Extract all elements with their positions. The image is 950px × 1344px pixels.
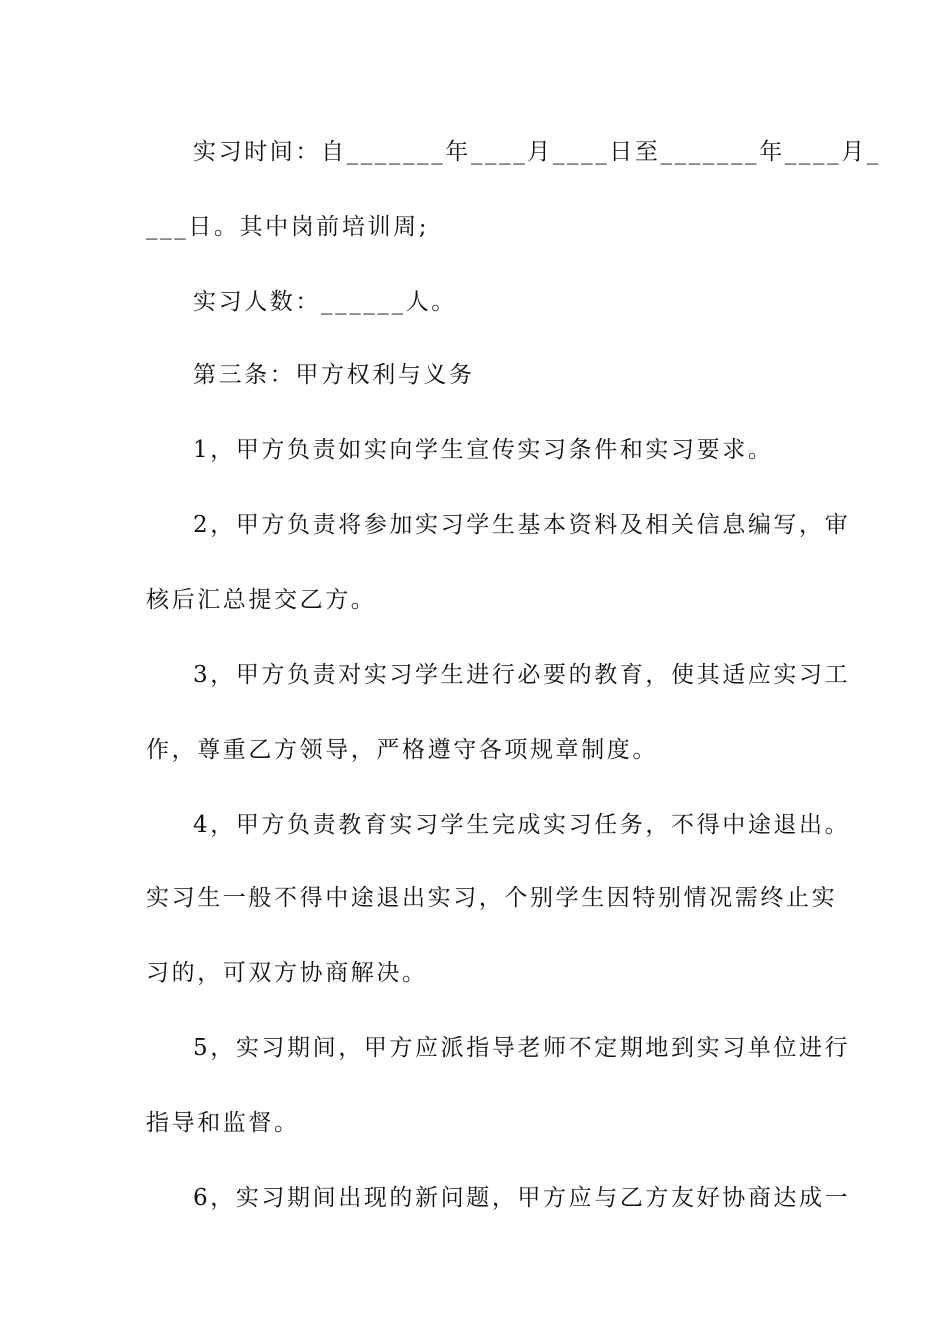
clause-2-continuation: 核后汇总提交乙方。 [146,587,377,613]
clause-2: 2，甲方负责将参加实习学生基本资料及相关信息编写，审 [193,512,851,538]
internship-count-line: 实习人数：______人。 [193,289,457,315]
clause-1: 1，甲方负责如实向学生宣传实习条件和实习要求。 [193,437,774,463]
clause-5: 5，实习期间，甲方应派指导老师不定期地到实习单位进行 [193,1035,851,1061]
clause-3: 3，甲方负责对实习学生进行必要的教育，使其适应实习工 [193,662,851,688]
article-three-heading: 第三条：甲方权利与义务 [193,362,475,388]
clause-6: 6，实习期间出现的新问题，甲方应与乙方友好协商达成一 [193,1185,851,1211]
clause-3-continuation: 作，尊重乙方领导，严格遵守各项规章制度。 [146,737,658,763]
clause-5-continuation: 指导和监督。 [146,1110,300,1136]
clause-4-continuation-1: 实习生一般不得中途退出实习，个别学生因特别情况需终止实 [146,885,838,911]
internship-period-continuation: ___日。其中岗前培训周; [146,214,430,240]
internship-period-line: 实习时间：自_______年____月____日至_______年____月_ [193,139,881,165]
clause-4-continuation-2: 习的，可双方协商解决。 [146,960,428,986]
clause-4: 4，甲方负责教育实习学生完成实习任务，不得中途退出。 [193,812,851,838]
